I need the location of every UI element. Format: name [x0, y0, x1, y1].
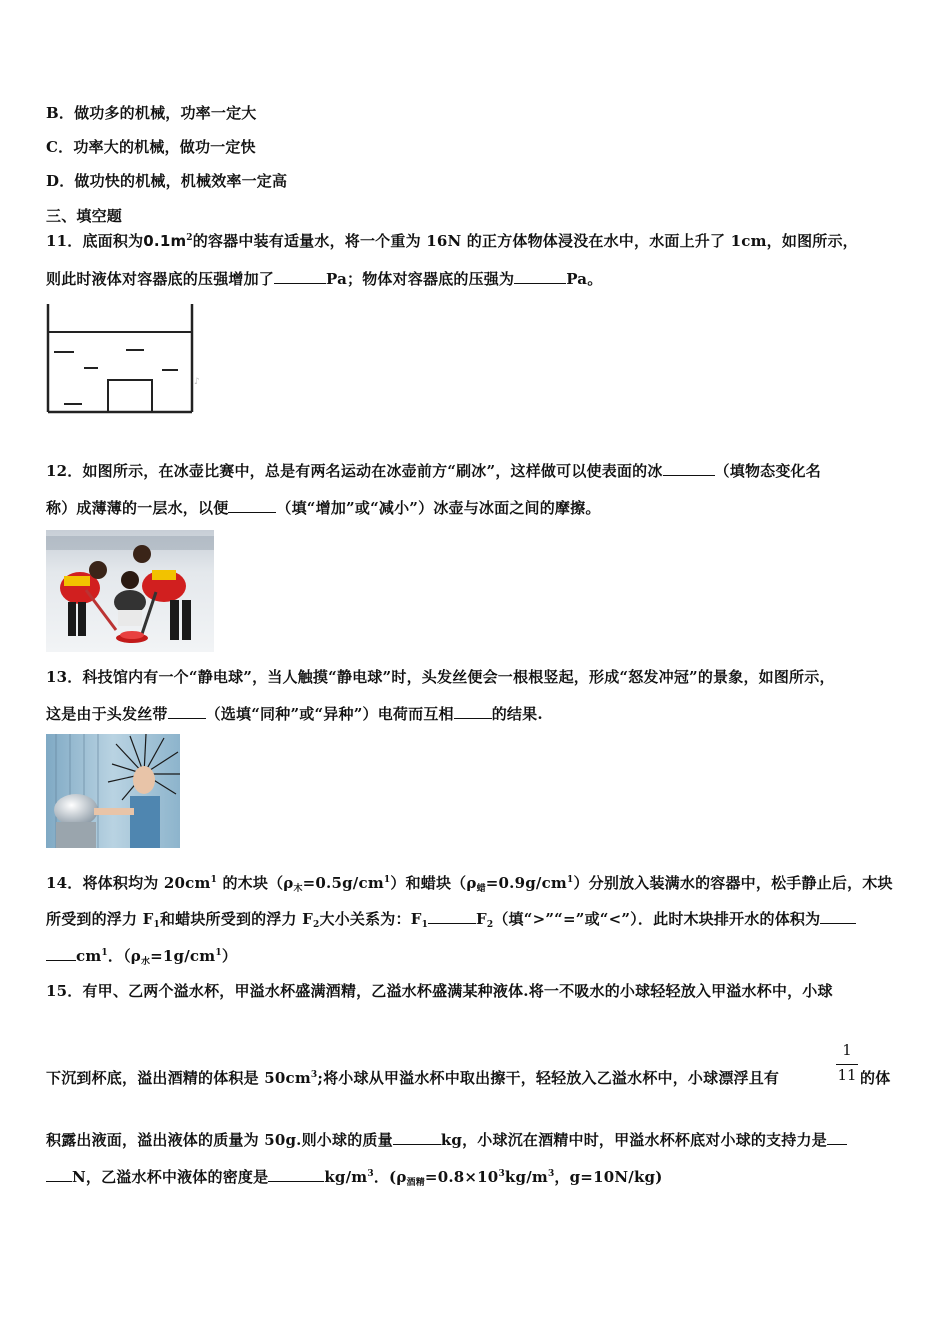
- container-figure: [44, 302, 204, 418]
- q15-text: =0.8×10: [424, 1168, 499, 1186]
- q13-line2: [46, 703, 543, 724]
- q14-text: ）和蜡块（ρ: [390, 874, 477, 892]
- q14-exp: 1: [567, 875, 574, 885]
- q11-area: 0.1m: [143, 232, 187, 250]
- q14-text: F: [476, 910, 487, 928]
- q14-sub: 蜡: [476, 884, 486, 894]
- fraction-numerator: 1: [842, 1041, 852, 1059]
- option-b: B．做功多的机械，功率一定大: [46, 104, 257, 122]
- q14-text: =0.5g/cm: [302, 874, 384, 892]
- q12-line2: [46, 497, 601, 518]
- option-c: C．功率大的机械，做功一定快: [46, 138, 256, 156]
- q14-text: 14．将体积均为 20cm: [46, 874, 211, 892]
- q14-sub: 2: [313, 920, 320, 930]
- q15-sub: 酒精: [406, 1178, 425, 1188]
- q15-text: kg/m: [324, 1168, 368, 1186]
- answer-blank[interactable]: [393, 1130, 441, 1145]
- q14-text: ）: [221, 947, 238, 965]
- answer-blank[interactable]: [663, 461, 715, 476]
- answer-blank-cont[interactable]: [46, 946, 76, 961]
- q14-line3: [46, 945, 237, 967]
- q14-sub: 2: [486, 920, 494, 930]
- section-heading: 三、填空题: [46, 207, 123, 225]
- q15-text: ．(ρ: [373, 1168, 407, 1186]
- fraction-bar: [836, 1064, 858, 1065]
- q13-line1: 13．科技馆内有一个“静电球”，当人触摸“静电球”时，头发丝便会一根根竖起，形成“怒发冲冠”的景象，如图所示，: [46, 668, 835, 686]
- q15-exp: 3: [310, 1070, 318, 1080]
- q15-exp: 3: [547, 1169, 555, 1179]
- answer-blank[interactable]: [514, 269, 566, 284]
- answer-blank[interactable]: [228, 498, 276, 513]
- q11-line2: [46, 268, 602, 289]
- q11-text2: 则此时液体对容器底的压强增加了: [46, 270, 275, 288]
- q15-text: N，乙溢水杯中液体的密度是: [72, 1168, 269, 1186]
- answer-blank[interactable]: [820, 909, 856, 924]
- answer-blank[interactable]: [428, 909, 476, 924]
- q15-text: ;将小球从甲溢水杯中取出擦干，轻轻放入乙溢水杯中，小球漂浮且有: [317, 1069, 780, 1087]
- q13-text: 这是由于头发丝带: [46, 705, 168, 723]
- q15-text: kg，小球沉在酒精中时，甲溢水杯杯底对小球的支持力是: [440, 1131, 827, 1149]
- curling-photo: [46, 530, 214, 652]
- q14-exp: 1: [383, 875, 391, 885]
- q11-text: 11．底面积为: [46, 232, 144, 250]
- q14-text: ）分别放入装满水的容器中，松手静止后，木块: [573, 874, 893, 892]
- q11-line1: [46, 230, 858, 251]
- q14-exp: 1: [101, 948, 108, 958]
- answer-blank[interactable]: [168, 704, 206, 719]
- q12-text3: 称）成薄薄的一层水，以便: [46, 499, 229, 517]
- q15-line4: [46, 1166, 663, 1188]
- q15-line3: [46, 1129, 847, 1150]
- q14-line1: [46, 872, 893, 894]
- q11-text3: Pa；物体对容器底的压强为: [326, 270, 515, 288]
- q13-text2: （选填“同种”或“异种”）电荷而互相: [205, 705, 454, 723]
- q14-text: （填“>”“=”或“<”）．此时木块排开水的体积为: [493, 910, 821, 928]
- q15-text: 下沉到杯底，溢出酒精的体积是 50cm: [46, 1069, 311, 1087]
- answer-blank[interactable]: [454, 704, 492, 719]
- option-d: D．做功快的机械，机械效率一定高: [46, 172, 288, 190]
- q15-text: 积露出液面，溢出液体的质量为 50g.则小球的质量: [46, 1131, 393, 1149]
- fraction-denominator: 11: [837, 1066, 857, 1084]
- q14-text: cm: [76, 947, 102, 965]
- q11-area-exp: 2: [186, 233, 193, 243]
- q14-text: 和蜡块所受到的浮力 F: [159, 910, 314, 928]
- q14-exp: 1: [215, 948, 222, 958]
- q14-text: =1g/cm: [150, 947, 216, 965]
- q12-line1: [46, 460, 821, 481]
- svg-text:♪: ♪: [194, 377, 200, 387]
- q12-text: 12．如图所示，在冰壶比赛中，总是有两名运动在冰壶前方“刷冰”，这样做可以使表面的冰: [46, 462, 663, 480]
- q13-text3: 的结果.: [491, 705, 543, 723]
- q15-line2-end: 的体: [860, 1069, 891, 1087]
- answer-blank[interactable]: [274, 269, 326, 284]
- q14-sub: 水: [140, 957, 151, 967]
- q14-text: 所受到的浮力 F: [46, 910, 154, 928]
- q14-text: 大小关系为：F: [319, 910, 422, 928]
- q15-exp: 3: [498, 1169, 505, 1179]
- q14-sub: 木: [293, 884, 303, 894]
- q14-sub: 1: [153, 920, 160, 930]
- q14-text: 的木块（ρ: [217, 874, 294, 892]
- q11-text4: Pa。: [566, 270, 603, 288]
- q15-line1: 15．有甲、乙两个溢水杯，甲溢水杯盛满酒精，乙溢水杯盛满某种液体.将一不吸水的小球轻轻放入甲溢水杯中，小球: [46, 982, 833, 1000]
- answer-blank[interactable]: [827, 1130, 847, 1145]
- answer-blank[interactable]: [268, 1167, 324, 1182]
- q15-exp: 3: [367, 1169, 374, 1179]
- q15-line2: [46, 1067, 779, 1088]
- q15-text: kg/m: [504, 1168, 548, 1186]
- q12-text2: （填物态变化名: [714, 462, 821, 480]
- static-ball-photo: [46, 734, 180, 848]
- q14-text: ．（ρ: [107, 947, 141, 965]
- q15-text: ，g=10N/kg): [554, 1168, 663, 1186]
- q14-sub: 1: [421, 920, 429, 930]
- answer-blank-cont[interactable]: [46, 1167, 72, 1182]
- q12-text4: （填“增加”或“减小”）冰壶与冰面之间的摩擦。: [276, 499, 601, 517]
- q14-text: =0.9g/cm: [485, 874, 568, 892]
- q11-text-cont: 的容器中装有适量水，将一个重为 16N 的正方体物体浸没在水中，水面上升了 1cm，如图所示，: [192, 232, 858, 250]
- q14-exp: 1: [210, 875, 218, 885]
- q14-line2: [46, 908, 856, 930]
